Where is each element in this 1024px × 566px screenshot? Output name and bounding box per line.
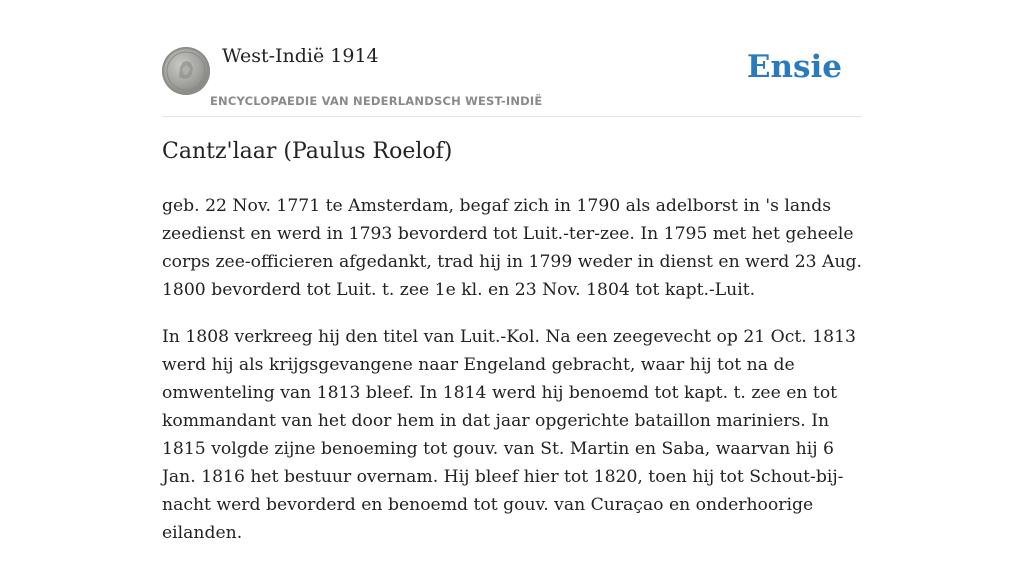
article-paragraph: In 1808 verkreeg hij den titel van Luit.-Kol. Na een zeegevecht op 21 Oct. 1813 werd hij als krijgsgevangene naar Engeland gebracht, waar hij tot na de omwenteling van 1813 bleef. In 1814 werd hij benoemd tot kapt. t. zee en tot kommandant van het door hem in dat jaar opgerichte bataillon mariniers. In 1815 volgde zijne benoeming tot gouv. van St. Martin en Saba, waarvan hij 6 Jan. 1816 het bestuur overnam. Hij bleef hier tot 1820, toen hij tot Schout-bij-nacht werd bevorderd en benoemd tot gouv. van Curaçao en onderhoorige eilanden. [162,327,856,543]
brand-logo[interactable]: Ensie [746,49,842,85]
article-title: Cantz'laar (Paulus Roelof) [162,139,453,164]
article-paragraph: geb. 22 Nov. 1771 te Amsterdam, begaf zich in 1790 als adelborst in 's lands zeedienst en werd in 1793 bevorderd tot Luit.-ter-zee. In 1795 met het geheele corps zee-officieren afgedankt, trad hij in 1799 weder in dienst en werd 23 Aug. 1800 bevorderd tot Luit. t. zee 1e kl. en 23 Nov. 1804 tot kapt.-Luit. [162,196,862,300]
coin-seal-icon[interactable] [162,47,210,95]
coin-seal-graphic [162,47,210,95]
site-subtitle: ENCYCLOPAEDIE VAN NEDERLANDSCH WEST-INDIË [210,94,543,108]
site-title[interactable]: West-Indië 1914 [222,45,379,67]
article-body [162,192,862,566]
site-header [162,0,862,117]
